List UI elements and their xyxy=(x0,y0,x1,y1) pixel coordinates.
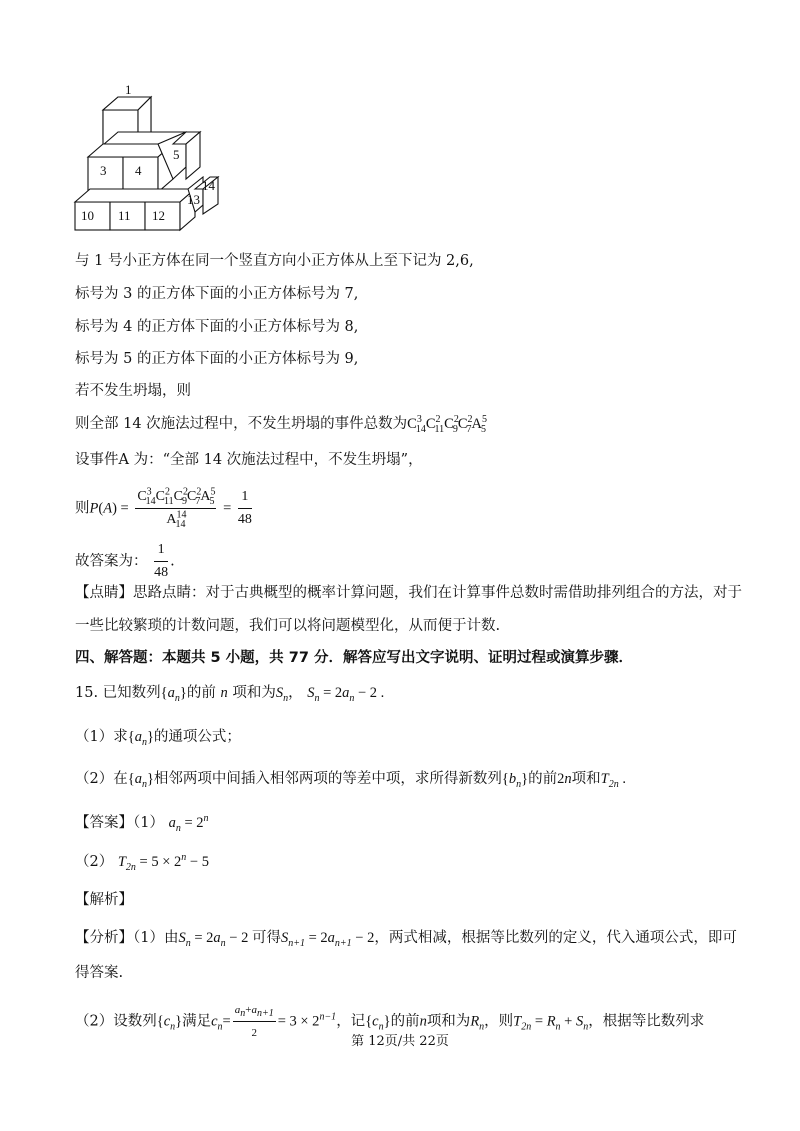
cube-label-10: 10 xyxy=(81,208,94,223)
probability-formula: 则P(A) = $\frac{C^3_{14}C^2_{11}C^2_9C^2_7A^5_5}{A^{14}_{14}}$ = $\frac{1}{48}$ xyxy=(75,486,252,530)
cube-label-5: 5 xyxy=(173,147,180,162)
text-segment: 故答案为： xyxy=(75,553,148,570)
question-15: 15. 已知数列$\{a_n\}$的前 n 项和为$S_n$， $S_n = 2a_n - 2$ . xyxy=(75,685,385,704)
combination-expression: $C^3_{14}C^2_{11}C^2_9C^2_7A^5_5$ xyxy=(407,414,487,435)
analysis-line-2: （2）设数列$\{c_n\}$满足$c_n=$ $\frac{a_n+a_{n+1}}{2}$ = $3 \times 2^{n-1}$，记$\{c_n\}$的前n项和为$R_n$，则$T_{2n} = R_n + S_n$，根据等比数列求 xyxy=(75,1000,704,1043)
fraction: $\frac{1}{48}$ xyxy=(154,542,169,580)
cube-label-3: 3 xyxy=(100,163,107,178)
cube-label-4: 4 xyxy=(135,163,142,178)
text-segment: 则全部 14 次施法过程中，不发生坍塌的事件总数为 xyxy=(75,416,408,432)
analysis-line-1: 【分析】（1）由$S_n = 2a_n - 2$ 可得$S_{n+1} = 2a_{n+1} - 2$，两式相减，根据等比数列的定义，代入通项公式，即可 xyxy=(75,930,737,949)
stacked-cubes-figure xyxy=(70,82,230,232)
text-line: 设事件A 为：“全部 14 次施法过程中，不发生坍塌”， xyxy=(75,452,423,468)
text-line: 标号为 5 的正方体下面的小正方体标号为 9, xyxy=(75,351,359,367)
text-segment: 则 xyxy=(75,500,90,517)
analysis-heading: 【解析】 xyxy=(75,892,133,908)
text-line: 标号为 3 的正方体下面的小正方体标号为 7, xyxy=(75,286,359,302)
text-line: 与 1 号小正方体在同一个竖直方向小正方体从上至下记为 2,6, xyxy=(75,253,474,269)
section-heading: 四、解答题：本题共 5 小题，共 77 分．解答应写出文字说明、证明过程或演算步骤． xyxy=(75,650,633,666)
cube-label-13: 13 xyxy=(187,192,200,207)
cube-label-1: 1 xyxy=(125,82,132,97)
text-line: 一些比较繁琐的计数问题，我们可以将问题模型化，从而便于计数. xyxy=(75,618,501,634)
text-line: 得答案. xyxy=(75,965,124,981)
text-line xyxy=(75,414,486,434)
text-line: 【点睛】思路点睛：对于古典概型的概率计算问题，我们在计算事件总数时需借助排列组合的方法，对于 xyxy=(75,585,742,601)
question-part-1: （1）求$\{a_n\}$的通项公式； xyxy=(75,729,241,748)
fraction: $\frac{1}{48}$ xyxy=(237,489,252,527)
answer-part-2: （2） $T_{2n} = 5 \times 2^n - 5$ xyxy=(75,852,209,873)
text-line: 标号为 4 的正方体下面的小正方体标号为 8, xyxy=(75,319,359,335)
text-line: 故答案为： $\frac{1}{48}$ . xyxy=(75,540,175,583)
answer-part-1: 【答案】（1） $a_n = 2^n$ xyxy=(75,813,209,834)
cube-label-11: 11 xyxy=(118,208,131,223)
fraction: $\frac{C^3_{14}C^2_{11}C^2_9C^2_7A^5_5}{A^{14}_{14}}$ xyxy=(137,486,216,530)
question-part-2: （2）在$\{a_n\}$相邻两项中间插入相邻两项的等差中项，求所得新数列$\{b_n\}$的前2n项和$T_{2n}$ . xyxy=(75,771,626,790)
cube-label-14: 14 xyxy=(202,178,215,193)
text-line: 若不发生坍塌，则 xyxy=(75,383,191,399)
page-footer: 第 12页/共 22页 xyxy=(351,1034,449,1049)
cube-label-12: 12 xyxy=(152,208,165,223)
